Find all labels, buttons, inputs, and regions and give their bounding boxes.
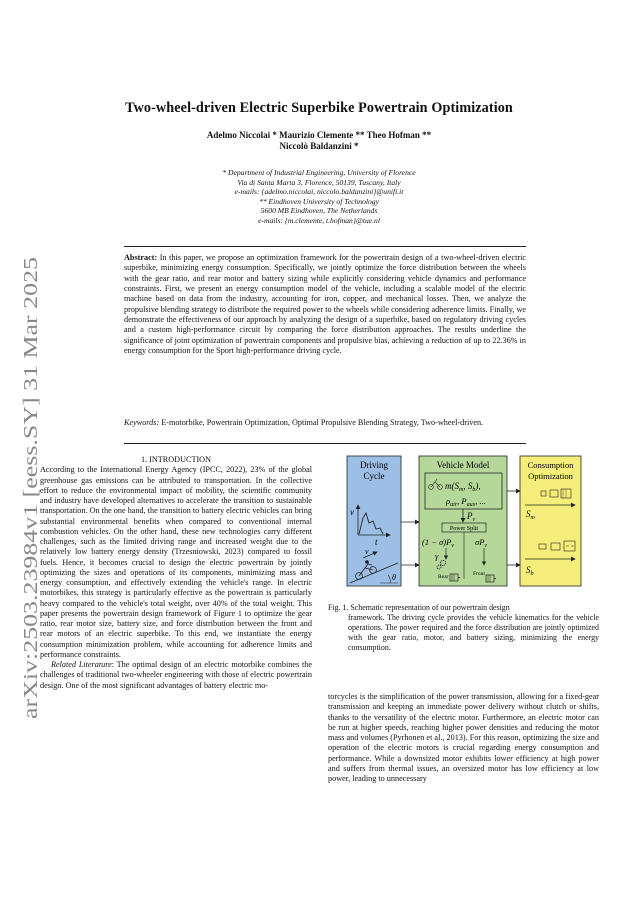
related-literature-label: Related Literature	[51, 660, 112, 669]
right-column	[328, 692, 599, 784]
caption-first-line: Schematic representation of our powertrain design	[350, 603, 510, 612]
intro-paragraph: According to the International Energy Agency (IPCC, 2022), 23% of the global greenhouse gas emissions can be attributed to transportation. In the collective effort to reduce the environmental impact of mobility, the scientific community and industry have developed alternatives to accelerate the transition to sustainable transportation. On the one hand, the transition to battery electric vehicles can bring substantial environmental benefits when compared to conventional internal combustion vehicles. On the other hand, these new technologies carry different challenges, such as the limited driving range and increased weight due to the relatively low battery energy density (Trzesniowski, 2023) compared to fossil fuels. Hence, it becomes crucial to design the electric powertrain by jointly optimizing the sizes and operations of its components, minimizing mass and energy consumption, and effectively extending the vehicle's range. In electric motorbikes, this strategy is particularly effective as the powertrain is particularly heavy compared to the vehicle's total weight, over 40% of the total weight. This paper presents the powertrain design framework of Figure 1 to optimize the gear ratio, rear motor size, battery size, and force distribution between the front and rear motors of an electric superbike. To this end, we instantiate the energy consumption minimization problem, while accounting for adherence limits and performance constraints.	[40, 465, 312, 659]
figure-1-caption	[328, 603, 599, 653]
front-label: Front	[473, 571, 485, 577]
section-heading: 1. INTRODUCTION	[140, 455, 212, 464]
mass-close: ),	[475, 481, 481, 491]
battery-size-subscript: b	[530, 571, 534, 577]
theta-label: θ	[392, 573, 396, 582]
rho-subscript: air	[450, 502, 458, 508]
power-split-label: Power Split	[449, 526, 479, 532]
arxiv-id: arXiv:2503.23984v1 [eess.SY] 31 Mar 2025	[21, 371, 42, 719]
front-power-term: σP	[475, 537, 485, 547]
rear-power-term: (1 − σ)P	[422, 537, 452, 547]
authors-line2: Niccolò Baldanzini *	[279, 141, 359, 151]
related-literature-paragraph	[40, 660, 312, 691]
affiliation-line: 5600 MB Eindhoven, The Netherlands	[260, 206, 378, 216]
right-column-paragraph: torcycles is the simplification of the power transmission, allowing for a fixed-gear transmission and keeping an immediate power delivery without clutch or shifts, thanks to the versatility of the electric motor. Furthermore, an electric motor can be run at higher speeds, reaching higher power densities and reducing the motor mass and volumes (Pyrhonen et al., 2013). For this reason, optimizing the size and operation of the electric motors is crucial regarding energy consumption and performance. While a downsized motor exhibits lower efficiency at high power and suffers from thermal issues, an oversized motor has low efficiency at low power, leading to unnecessary	[328, 692, 599, 783]
affiliation-line: e-mails: {m.clemente, t.hofman}@tue.nl	[258, 215, 380, 225]
related-literature-text: : The optimal design of an electric motorbike combines the challenges of traditional two-wheeler engineering with those of electric powertrain design. One of the most significant advantages of battery electric mo-	[40, 660, 312, 690]
paux-subscript: aux	[466, 502, 476, 508]
caption-body: framework. The driving cycle provides the vehicle kinematics for the vehicle operations. The power required and the force distribution are jointly optimized with the gear ratio, motor, and battery sizing, minimizing the energy consumption.	[348, 612, 599, 652]
keywords	[124, 418, 526, 428]
front-power-subscript: v	[484, 543, 488, 549]
velocity-label: v	[365, 547, 369, 556]
paper-title: Two-wheel-driven Electric Superbike Powertrain Optimization	[125, 100, 513, 116]
mass-term: m(S	[445, 481, 459, 491]
rear-label: Rear	[438, 574, 449, 580]
consumption-label: Consumption	[527, 460, 574, 470]
caption-label: Fig. 1.	[328, 603, 349, 612]
rho-term: ρ	[446, 496, 451, 506]
mass-subscript: b	[472, 487, 476, 493]
motor-size-term: S	[526, 509, 531, 519]
motor-size-subscript: m	[530, 515, 535, 521]
consumption-label: Optimization	[528, 471, 573, 481]
mass-separator: , S	[463, 481, 473, 491]
abstract-top-rule	[124, 246, 526, 247]
battery-size-term: S	[526, 565, 531, 575]
paux-term: , P	[457, 496, 467, 506]
gear-ratio-label: γ	[435, 551, 439, 561]
mass-subscript: m	[459, 487, 464, 493]
keywords-text: E-motorbike, Powertrain Optimization, Optimal Propulsive Blending Strategy, Two-wheel-driven.	[161, 418, 484, 427]
keywords-bottom-rule	[124, 443, 526, 444]
left-column	[40, 455, 312, 691]
figure-1-diagram	[346, 455, 582, 587]
v-axis-label: v	[350, 507, 354, 517]
t-axis-label: t	[375, 537, 378, 547]
driving-cycle-label: Driving	[360, 460, 388, 470]
keywords-label: Keywords:	[124, 418, 160, 427]
affiliation-line: * Department of Industrial Engineering, University of Florence	[222, 168, 416, 177]
affiliations	[0, 168, 638, 226]
pv-term: P	[467, 511, 473, 521]
affiliation-line: ** Eindhoven University of Technology	[259, 196, 379, 206]
abstract-label: Abstract:	[124, 253, 158, 262]
vehicle-model-label: Vehicle Model	[436, 460, 490, 470]
abstract-text: In this paper, we propose an optimization framework for the powertrain design of a two-wheel-driven electric superbike, minimizing energy consumption. Specifically, we jointly optimize the force distribution between the wheels with the gear ratio, and rear motor and battery sizing while explicitly considering vehicle dynamics and performance constraints. First, we present an energy consumption model of the vehicle, including a scalable model of the electric machine based on data from the industry, accounting for iron, copper, and mechanical losses. Then, we analyze the propulsive blending strategy to distribute the required power to the wheels while considering adherence limits. Finally, we demonstrate the effectiveness of our approach by analyzing the design of a superbike, based on regulatory driving cycles and a custom high-performance circuit by comparing the force distribution approaches. The results underline the significance of joint optimization of powertrain components and propulsive bias, achieving a reduction of up to 22.36% in energy consumption for the Sport high-performance driving cycle.	[124, 253, 527, 356]
driving-cycle-label: Cycle	[363, 471, 385, 481]
affiliation-line: e-mails: {adelmo.niccolai, niccolo.baldanzini}@unifi.it	[234, 187, 404, 197]
pv-subscript: v	[472, 517, 476, 523]
paux-tail: , ...	[475, 496, 486, 506]
authors-line1: Adelmo Niccolai * Maurizio Clemente ** Theo Hofman **	[206, 130, 432, 140]
affiliation-line: Via di Santa Marta 3, Florence, 50139, Tuscany, Italy	[237, 177, 401, 187]
abstract	[124, 253, 526, 356]
rear-power-subscript: v	[451, 543, 454, 549]
authors	[0, 130, 638, 152]
